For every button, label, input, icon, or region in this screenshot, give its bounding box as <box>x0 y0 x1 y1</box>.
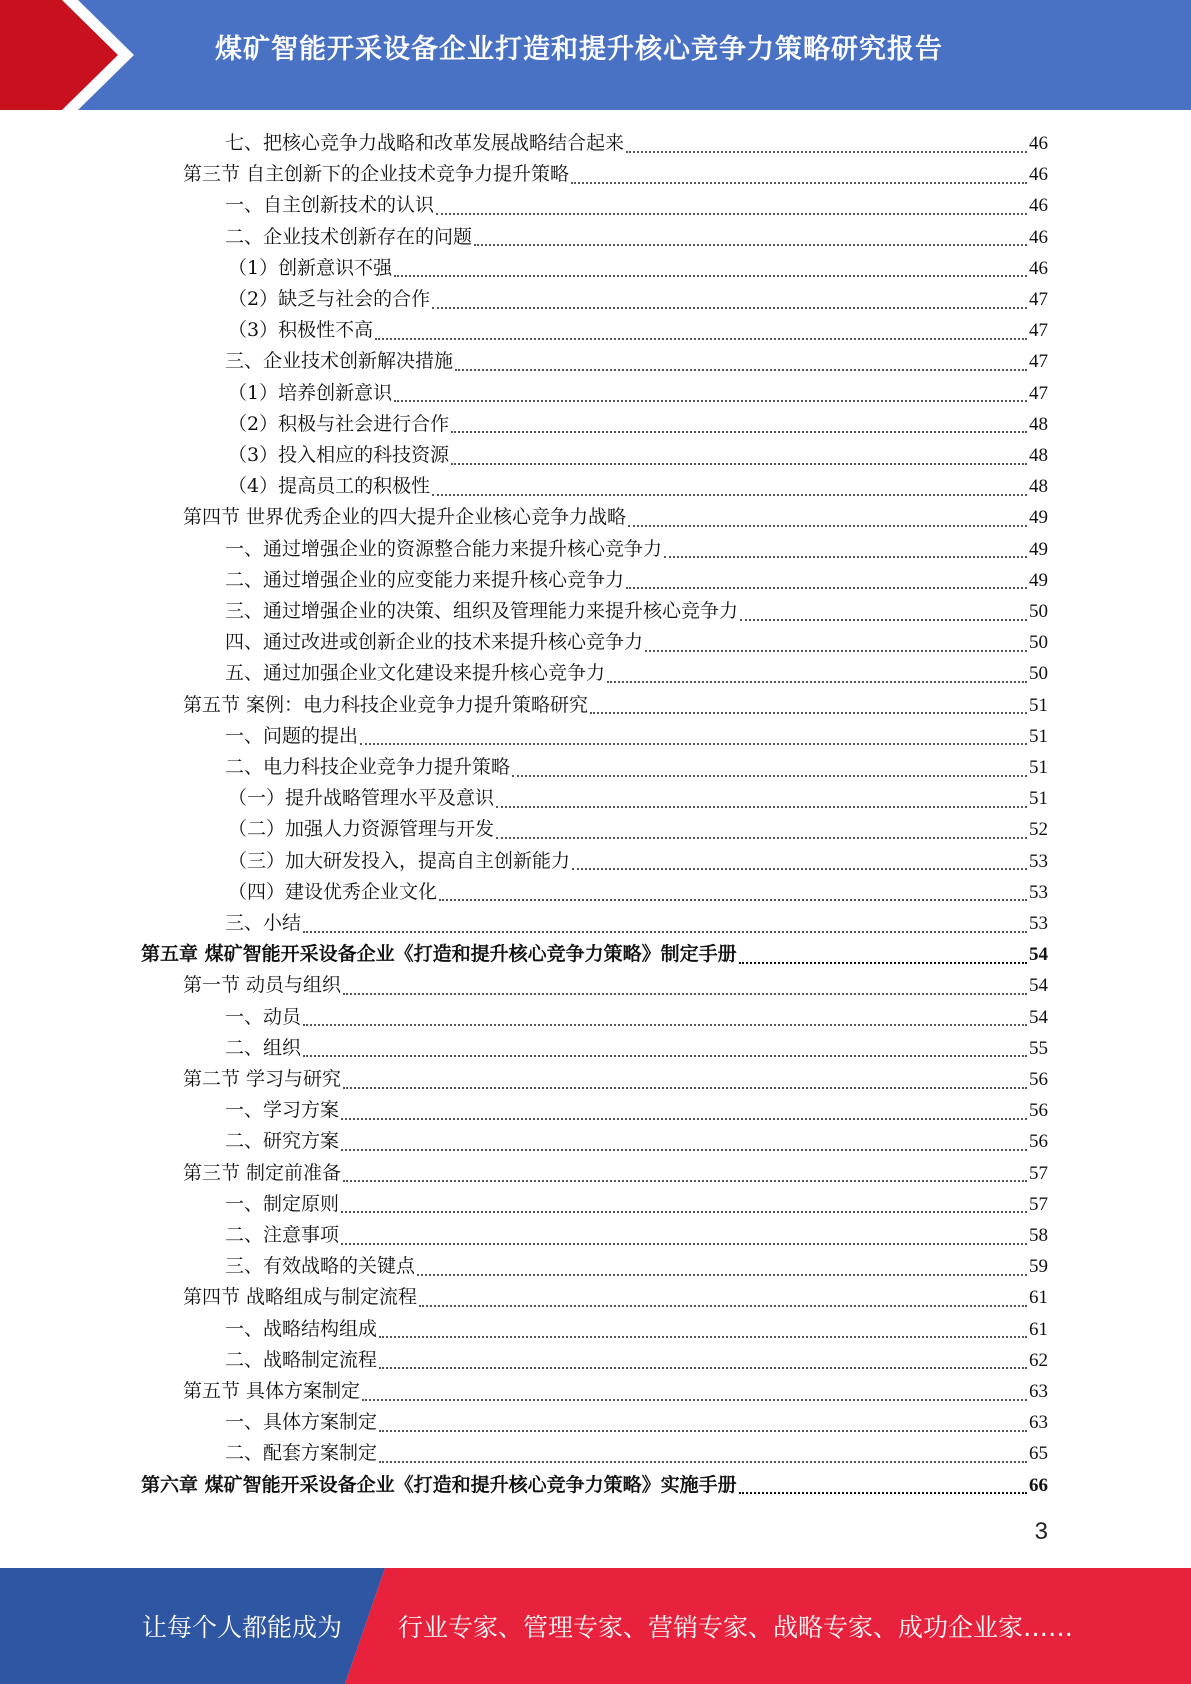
toc-entry-label: （3）积极性不高 <box>228 319 374 342</box>
toc-section-entry[interactable] <box>183 1376 1048 1407</box>
toc-subsection-entry[interactable] <box>225 1095 1048 1126</box>
toc-subsection-entry[interactable] <box>225 565 1048 596</box>
toc-entry-page: 57 <box>1029 1162 1048 1184</box>
toc-dot-leader <box>645 650 1027 652</box>
toc-dot-leader <box>439 899 1027 901</box>
toc-entry-page: 53 <box>1029 881 1048 903</box>
toc-dot-leader <box>341 1211 1027 1213</box>
toc-entry-label: 三、有效战略的关键点 <box>225 1255 416 1278</box>
toc-subsection-entry[interactable] <box>225 1251 1048 1282</box>
toc-dot-leader <box>394 400 1027 402</box>
toc-dot-leader <box>664 556 1027 558</box>
toc-dot-leader <box>572 868 1027 870</box>
toc-entry-page: 56 <box>1029 1131 1048 1153</box>
toc-entry-label: （3）投入相应的科技资源 <box>228 444 450 466</box>
toc-entry-label: （三）加大研发投入，提高自主创新能力 <box>228 849 571 872</box>
toc-dot-leader <box>740 619 1027 621</box>
toc-entry-label: 第一节 动员与组织 <box>183 974 342 997</box>
toc-entry-label: 三、企业技术创新解决措施 <box>225 350 454 373</box>
toc-dot-leader <box>379 1430 1027 1432</box>
toc-entry-page: 53 <box>1029 850 1048 872</box>
toc-entry-label: （四）建设优秀企业文化 <box>228 880 438 903</box>
toc-dot-leader <box>628 525 1027 527</box>
toc-subsection-entry[interactable] <box>228 846 1048 877</box>
toc-entry-label: 二、配套方案制定 <box>225 1442 378 1465</box>
toc-dot-leader <box>360 743 1027 745</box>
toc-entry-page: 54 <box>1029 1006 1048 1028</box>
toc-entry-page: 62 <box>1029 1349 1048 1371</box>
toc-dot-leader <box>303 931 1027 933</box>
footer-slogan-lead: 让每个人都能成为 <box>142 1613 343 1642</box>
toc-entry-page: 47 <box>1029 320 1048 342</box>
toc-dot-leader <box>739 962 1027 964</box>
toc-entry-label: 一、战略结构组成 <box>225 1317 378 1340</box>
toc-subsection-entry[interactable] <box>225 534 1048 565</box>
toc-entry-page: 61 <box>1029 1318 1048 1340</box>
toc-subsection-entry[interactable] <box>228 409 1048 440</box>
toc-entry-label: 三、通过增强企业的决策、组织及管理能力来提升核心竞争力 <box>225 600 739 622</box>
toc-dot-leader <box>451 431 1027 433</box>
toc-entry-page: 63 <box>1029 1381 1048 1402</box>
toc-section-entry[interactable] <box>183 159 1048 190</box>
toc-chapter-entry[interactable] <box>141 1470 1048 1501</box>
toc-dot-leader <box>626 151 1027 153</box>
toc-entry-label: 第三节 自主创新下的企业技术竞争力提升策略 <box>183 163 570 186</box>
toc-chapter-entry[interactable] <box>141 939 1048 970</box>
toc-dot-leader <box>455 369 1027 371</box>
toc-section-entry[interactable] <box>183 502 1048 533</box>
toc-dot-leader <box>343 1180 1027 1182</box>
toc-entry-label: 二、通过增强企业的应变能力来提升核心竞争力 <box>225 568 625 591</box>
toc-subsection-entry[interactable] <box>225 128 1048 159</box>
toc-dot-leader <box>379 1367 1027 1369</box>
toc-entry-page: 47 <box>1029 351 1048 373</box>
toc-entry-label: 二、注意事项 <box>225 1224 340 1246</box>
toc-entry-label: 第三节 制定前准备 <box>183 1161 342 1184</box>
toc-dot-leader <box>303 1024 1027 1026</box>
toc-dot-leader <box>417 1274 1027 1276</box>
footer-slogan-roles: 行业专家、管理专家、营销专家、战略专家、成功企业家…… <box>398 1613 1074 1642</box>
toc-entry-label: 第五节 具体方案制定 <box>183 1380 361 1402</box>
toc-entry-label: 五、通过加强企业文化建设来提升核心竞争力 <box>225 662 606 685</box>
toc-entry-label: 七、把核心竞争力战略和改革发展战略结合起来 <box>225 132 625 154</box>
toc-dot-leader <box>375 338 1027 340</box>
toc-entry-page: 46 <box>1029 226 1048 248</box>
toc-entry-page: 61 <box>1029 1287 1048 1309</box>
toc-entry-page: 46 <box>1029 164 1048 186</box>
toc-entry-page: 59 <box>1029 1256 1048 1278</box>
toc-dot-leader <box>496 837 1027 839</box>
toc-entry-label: （1）培养创新意识 <box>228 381 393 404</box>
toc-subsection-entry[interactable] <box>228 783 1048 814</box>
report-title: 煤矿智能开采设备企业打造和提升核心竞争力策略研究报告 <box>215 34 943 65</box>
toc-entry-label: 一、具体方案制定 <box>225 1411 378 1434</box>
toc-entry-page: 58 <box>1029 1225 1048 1246</box>
toc-entry-page: 48 <box>1029 476 1048 498</box>
toc-dot-leader <box>379 1336 1027 1338</box>
toc-subsection-entry[interactable] <box>228 284 1048 315</box>
toc-entry-label: （一）提升战略管理水平及意识 <box>228 787 495 810</box>
toc-entry-page: 50 <box>1029 663 1048 685</box>
toc-dot-leader <box>362 1399 1027 1401</box>
toc-section-entry[interactable] <box>183 1282 1048 1313</box>
toc-entry-label: （2）缺乏与社会的合作 <box>228 288 431 310</box>
toc-subsection-entry[interactable] <box>225 1345 1048 1376</box>
toc-entry-label: 第五章 煤矿智能开采设备企业《打造和提升核心竞争力策略》制定手册 <box>141 943 737 966</box>
toc-entry-label: 第二节 学习与研究 <box>183 1068 342 1090</box>
toc-entry-label: 二、研究方案 <box>225 1130 340 1153</box>
toc-section-entry[interactable] <box>183 1064 1048 1095</box>
toc-subsection-entry[interactable] <box>225 1033 1048 1064</box>
toc-dot-leader <box>379 1461 1027 1463</box>
toc-section-entry[interactable] <box>183 690 1048 721</box>
toc-subsection-entry[interactable] <box>225 658 1048 689</box>
toc-entry-page: 46 <box>1029 133 1048 154</box>
toc-subsection-entry[interactable] <box>225 190 1048 221</box>
toc-entry-page: 47 <box>1029 289 1048 310</box>
toc-subsection-entry[interactable] <box>228 378 1048 409</box>
toc-entry-page: 48 <box>1029 445 1048 466</box>
toc-section-entry[interactable] <box>183 970 1048 1001</box>
toc-subsection-entry[interactable] <box>225 1220 1048 1251</box>
toc-dot-leader <box>419 1305 1027 1307</box>
toc-dot-leader <box>341 1118 1027 1120</box>
toc-subsection-entry[interactable] <box>225 1002 1048 1033</box>
toc-entry-page: 54 <box>1029 975 1048 997</box>
toc-subsection-entry[interactable] <box>228 814 1048 845</box>
toc-subsection-entry[interactable] <box>228 877 1048 908</box>
toc-entry-label: 一、制定原则 <box>225 1192 340 1215</box>
toc-entry-page: 49 <box>1029 569 1048 591</box>
toc-entry-label: （2）积极与社会进行合作 <box>228 412 450 435</box>
toc-dot-leader <box>571 182 1027 184</box>
toc-subsection-entry[interactable] <box>225 1189 1048 1220</box>
page-number: 3 <box>1034 1518 1048 1545</box>
toc-dot-leader <box>343 993 1027 995</box>
toc-entry-label: 二、组织 <box>225 1036 302 1059</box>
toc-subsection-entry[interactable] <box>225 752 1048 783</box>
toc-entry-page: 49 <box>1029 507 1048 529</box>
toc-dot-leader <box>432 307 1027 309</box>
toc-entry-page: 66 <box>1029 1474 1048 1496</box>
toc-dot-leader <box>436 213 1027 215</box>
toc-entry-page: 52 <box>1029 819 1048 841</box>
toc-entry-label: 一、通过增强企业的资源整合能力来提升核心竞争力 <box>225 537 663 560</box>
toc-entry-label: 三、小结 <box>225 912 302 934</box>
toc-entry-page: 51 <box>1029 757 1048 778</box>
toc-dot-leader <box>343 1087 1027 1089</box>
toc-entry-label: （二）加强人力资源管理与开发 <box>228 818 495 841</box>
toc-entry-page: 57 <box>1029 1193 1048 1215</box>
toc-entry-page: 50 <box>1029 632 1048 654</box>
toc-entry-page: 54 <box>1029 944 1048 966</box>
toc-entry-label: 二、战略制定流程 <box>225 1348 378 1371</box>
toc-entry-page: 65 <box>1029 1443 1048 1465</box>
toc-entry-label: 四、通过改进或创新企业的技术来提升核心竞争力 <box>225 631 644 654</box>
toc-subsection-entry[interactable] <box>225 346 1048 377</box>
toc-dot-leader <box>590 712 1027 714</box>
toc-entry-page: 47 <box>1029 382 1048 404</box>
toc-entry-page: 55 <box>1029 1037 1048 1059</box>
toc-dot-leader <box>432 494 1027 496</box>
toc-subsection-entry[interactable] <box>225 222 1048 253</box>
toc-dot-leader <box>474 244 1027 246</box>
toc-dot-leader <box>303 1055 1027 1057</box>
toc-dot-leader <box>626 587 1027 589</box>
toc-entry-page: 46 <box>1029 195 1048 217</box>
toc-subsection-entry[interactable] <box>225 1314 1048 1345</box>
toc-subsection-entry[interactable] <box>225 908 1048 939</box>
toc-entry-page: 48 <box>1029 413 1048 435</box>
toc-dot-leader <box>512 775 1027 777</box>
toc-entry-label: 第五节 案例：电力科技企业竞争力提升策略研究 <box>183 693 589 716</box>
toc-dot-leader <box>394 275 1027 277</box>
toc-entry-label: 一、学习方案 <box>225 1099 340 1122</box>
toc-subsection-entry[interactable] <box>225 721 1048 752</box>
toc-section-entry[interactable] <box>183 1158 1048 1189</box>
toc-subsection-entry[interactable] <box>228 253 1048 284</box>
toc-entry-label: 一、问题的提出 <box>225 724 359 747</box>
toc-dot-leader <box>341 1149 1027 1151</box>
toc-entry-page: 50 <box>1029 601 1048 622</box>
toc-entry-page: 46 <box>1029 257 1048 279</box>
toc-dot-leader <box>341 1243 1027 1245</box>
toc-entry-page: 51 <box>1029 694 1048 716</box>
toc-entry-page: 56 <box>1029 1069 1048 1090</box>
toc-subsection-entry[interactable] <box>228 315 1048 346</box>
toc-entry-label: 二、企业技术创新存在的问题 <box>225 225 473 248</box>
toc-subsection-entry[interactable] <box>228 471 1048 502</box>
toc-entry-page: 49 <box>1029 538 1048 560</box>
toc-entry-label: （4）提高员工的积极性 <box>228 475 431 498</box>
toc-subsection-entry[interactable] <box>225 1438 1048 1469</box>
toc-subsection-entry[interactable] <box>228 440 1048 471</box>
toc-entry-page: 51 <box>1029 788 1048 810</box>
toc-subsection-entry[interactable] <box>225 1126 1048 1157</box>
toc-dot-leader <box>607 681 1027 683</box>
toc-entry-page: 53 <box>1029 913 1048 934</box>
toc-entry-page: 51 <box>1029 725 1048 747</box>
toc-entry-page: 56 <box>1029 1100 1048 1122</box>
toc-entry-label: （1）创新意识不强 <box>228 256 393 279</box>
toc-entry-page: 63 <box>1029 1412 1048 1434</box>
toc-entry-label: 第四节 战略组成与制定流程 <box>183 1286 418 1309</box>
toc-dot-leader <box>451 463 1027 465</box>
toc-entry-label: 一、动员 <box>225 1005 302 1028</box>
toc-entry-label: 第四节 世界优秀企业的四大提升企业核心竞争力战略 <box>183 506 627 529</box>
toc-dot-leader <box>739 1492 1027 1494</box>
page-footer <box>0 1568 1191 1684</box>
header-chevron-decoration <box>0 0 150 110</box>
toc-subsection-entry[interactable] <box>225 1407 1048 1438</box>
toc-entry-label: 第六章 煤矿智能开采设备企业《打造和提升核心竞争力策略》实施手册 <box>141 1473 737 1496</box>
toc-subsection-entry[interactable] <box>225 627 1048 658</box>
page-header <box>0 0 1191 110</box>
toc-subsection-entry[interactable] <box>225 596 1048 627</box>
toc-dot-leader <box>496 806 1027 808</box>
toc-entry-label: 二、电力科技企业竞争力提升策略 <box>225 756 511 778</box>
toc-entry-label: 一、自主创新技术的认识 <box>225 194 435 217</box>
